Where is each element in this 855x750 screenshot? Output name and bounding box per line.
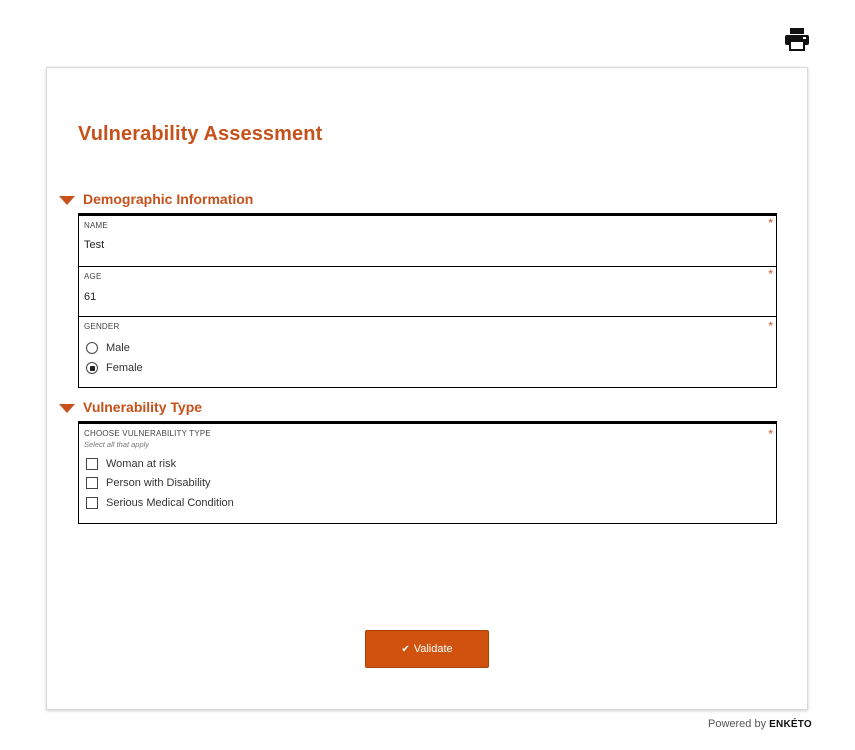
question-label: GENDER — [84, 322, 120, 331]
checkbox-option-disability[interactable] — [86, 477, 211, 489]
check-icon: ✔ — [401, 643, 410, 655]
group-demographic — [78, 213, 777, 388]
validate-label: Validate — [413, 643, 453, 655]
radio-button[interactable] — [86, 342, 98, 354]
print-button[interactable] — [784, 27, 810, 51]
option-label: Woman at risk — [106, 458, 177, 470]
radio-option-female[interactable] — [86, 362, 143, 374]
option-label: Female — [106, 362, 143, 374]
caret-down-icon — [59, 196, 75, 205]
option-label: Person with Disability — [106, 477, 211, 489]
group-vulnerability — [78, 421, 777, 524]
radio-button-selected[interactable] — [86, 362, 98, 374]
option-label: Serious Medical Condition — [106, 497, 234, 509]
enketo-logo[interactable]: ENKÉTO — [769, 719, 812, 730]
question-label: AGE — [84, 272, 102, 281]
checkbox[interactable] — [86, 458, 98, 470]
form-card — [46, 67, 808, 710]
question-name — [79, 216, 776, 267]
required-marker: * — [768, 319, 773, 333]
option-label: Male — [106, 342, 130, 354]
radio-dot — [90, 366, 95, 371]
group-label: Demographic Information — [83, 191, 254, 207]
group-label: Vulnerability Type — [83, 399, 203, 415]
question-age — [79, 267, 776, 317]
name-input[interactable] — [84, 237, 744, 253]
checkbox[interactable] — [86, 497, 98, 509]
radio-option-male[interactable] — [86, 342, 130, 354]
checkbox-option-medical[interactable] — [86, 497, 234, 509]
group-toggle-vulnerability[interactable] — [59, 397, 202, 417]
checkbox-option-woman-at-risk[interactable] — [86, 458, 176, 470]
question-hint: Select all that apply — [84, 440, 150, 449]
group-toggle-demographic[interactable] — [59, 189, 253, 209]
question-label: NAME — [84, 221, 108, 230]
validate-button[interactable] — [365, 630, 489, 668]
required-marker: * — [768, 216, 773, 230]
age-input[interactable] — [84, 289, 744, 305]
required-marker: * — [768, 427, 773, 441]
caret-down-icon — [59, 404, 75, 413]
question-label: CHOOSE VULNERABILITY TYPE — [84, 429, 211, 438]
printer-icon — [784, 27, 810, 51]
form-title: Vulnerability Assessment — [78, 123, 323, 145]
required-marker: * — [768, 267, 773, 281]
question-gender — [79, 317, 776, 388]
question-vulnerability-type — [79, 424, 776, 522]
checkbox[interactable] — [86, 477, 98, 489]
powered-by — [708, 718, 812, 730]
powered-by-text: Powered by — [708, 718, 767, 730]
